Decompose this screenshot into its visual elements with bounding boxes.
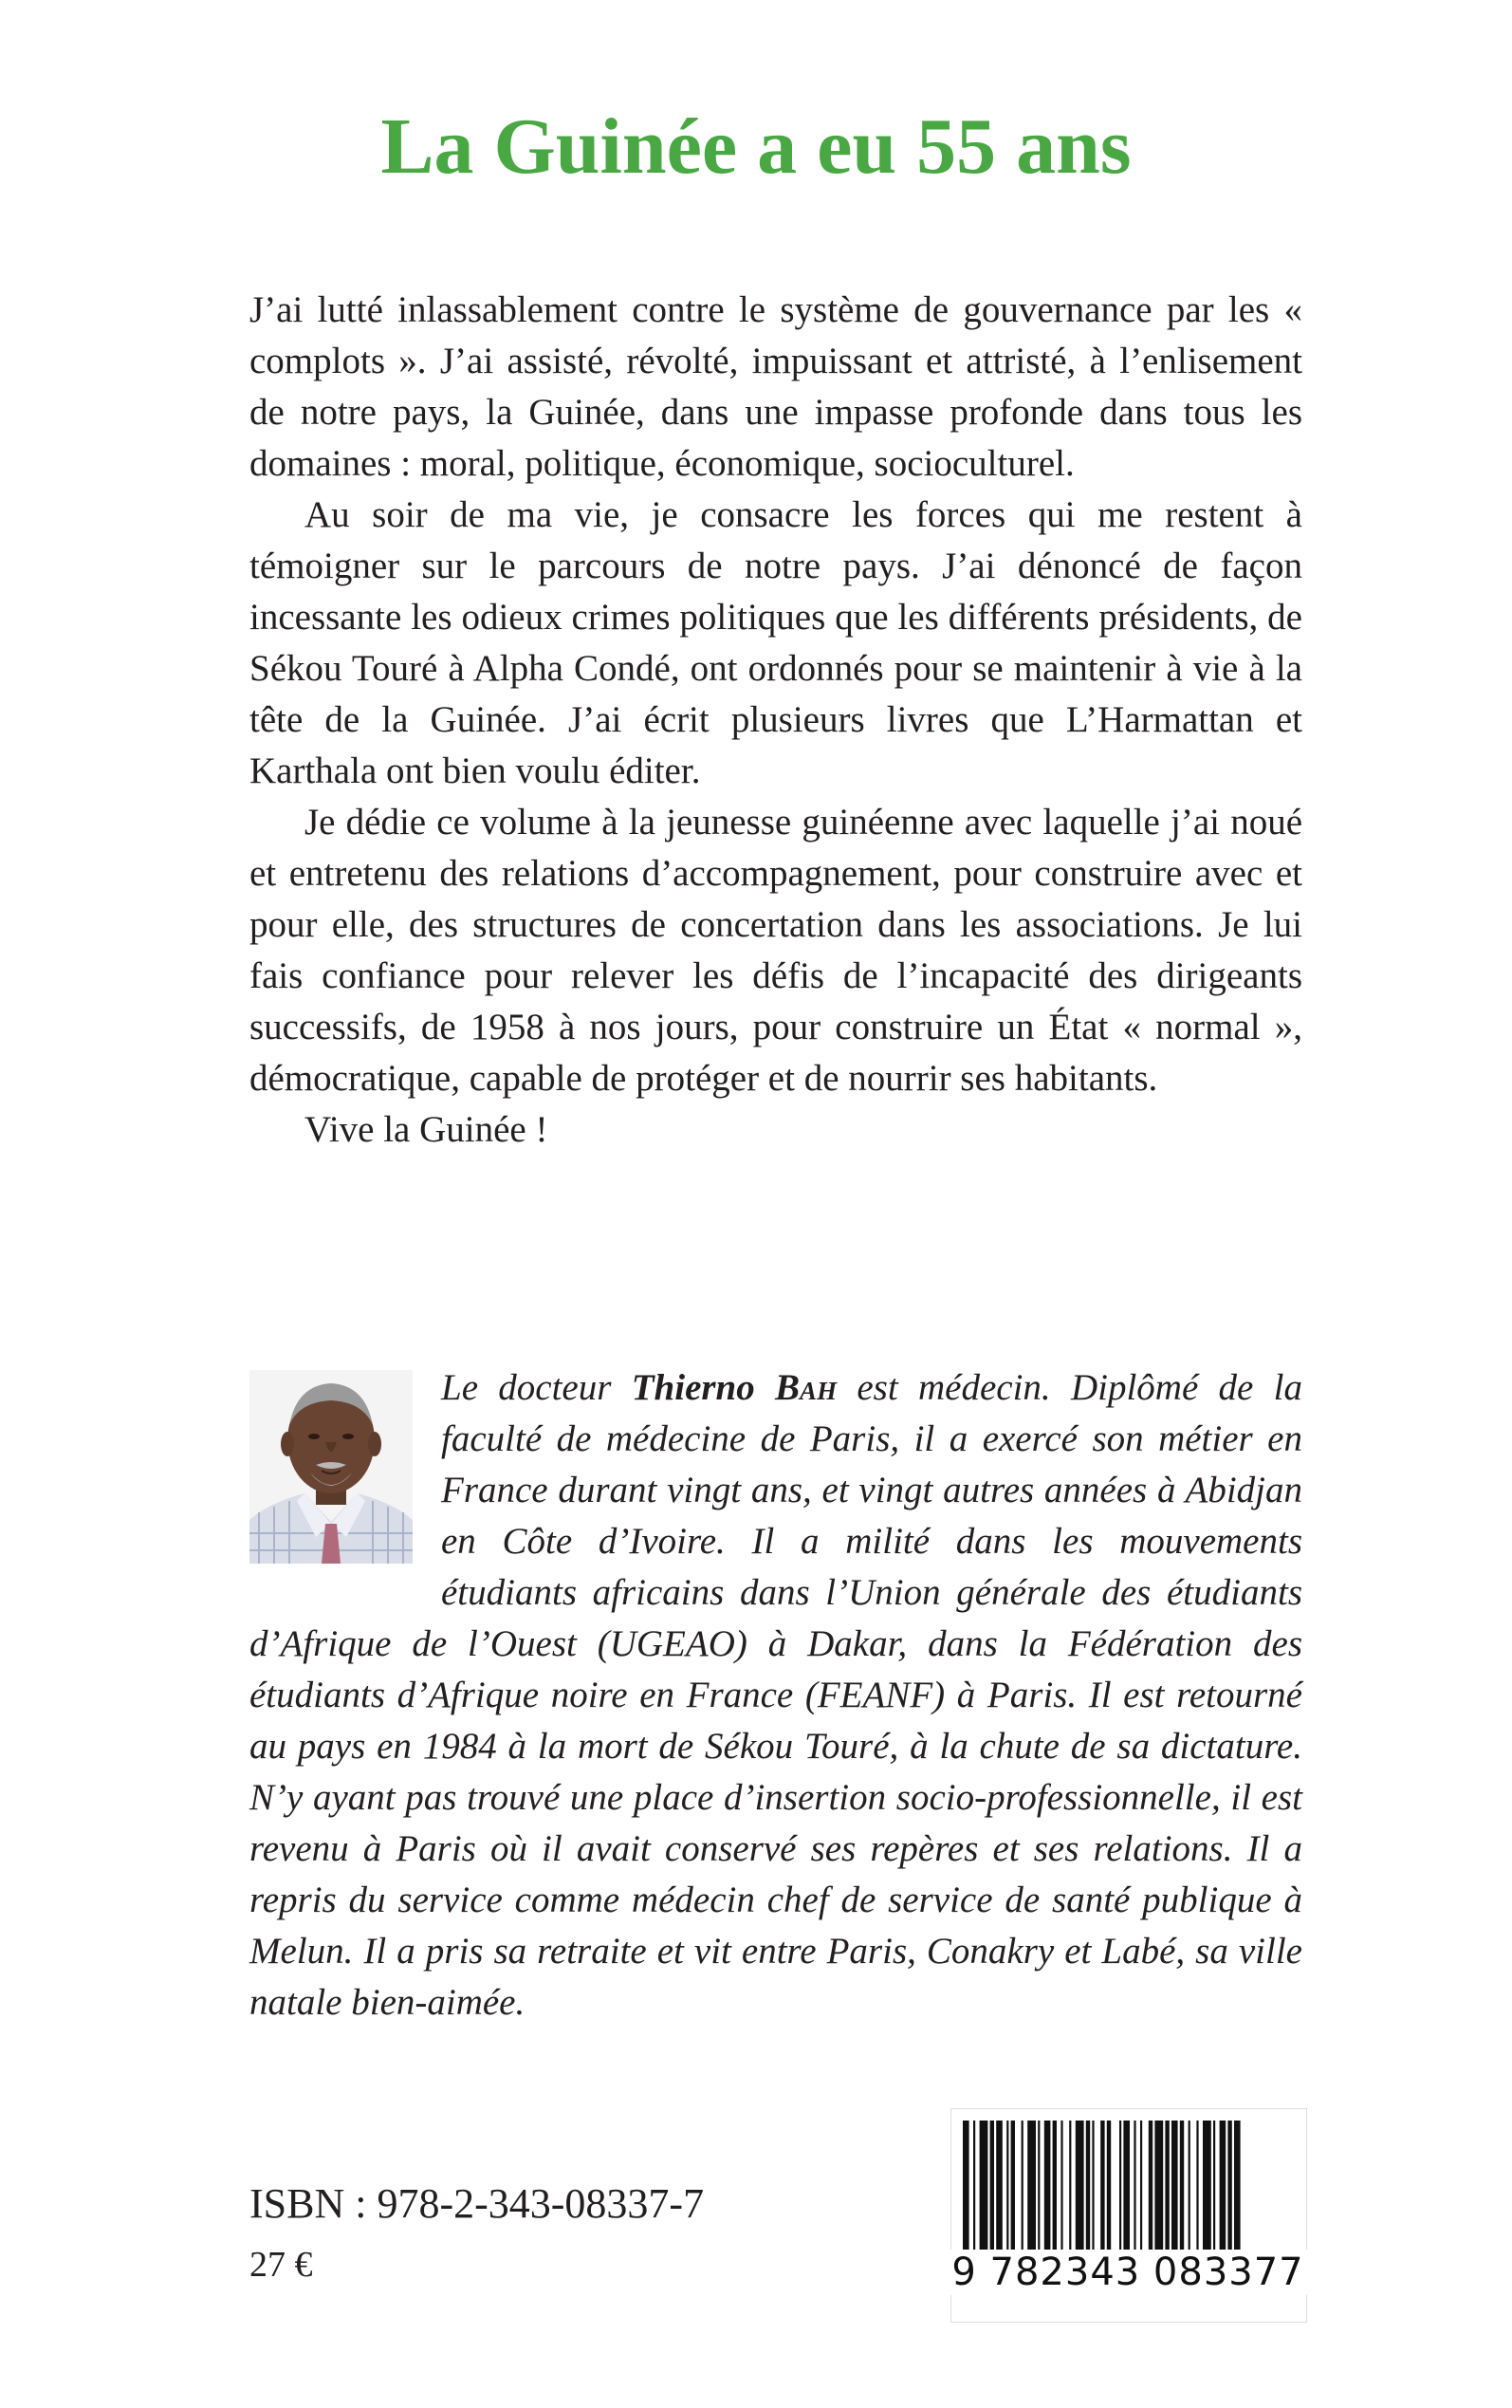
- author-photo: [249, 1370, 413, 1564]
- book-title: La Guinée a eu 55 ans: [380, 102, 1132, 191]
- blurb-paragraph-1: J’ai lutté inlassablement contre le système de gouvernance par les « complots ». J’ai assisté, révolté, impuissant et attristé, à l’enlisement de notre pays, la Guinée, dans une impasse profonde dans tous les domaines : moral, politique, économique, socioculturel.: [249, 289, 1302, 484]
- author-bio: [249, 1362, 1302, 2028]
- price: 27 €: [249, 2245, 313, 2285]
- bio-text: est médecin. Diplômé de la faculté de médecine de Paris, il a exercé son métier en France durant vingt ans, et vingt autres années à Abidjan en Côte d’Ivoire. Il a milité dans les mouvements étudiants africains dans l’Union générale des étudiants d’Afrique de l’Ouest (UGEAO) à Dakar, dans la Fédération des étudiants d’Afrique noire en France (FEANF) à Paris. Il est retourné au pays en 1984 à la mort de Sékou Touré, à la chute de sa dictature. N’y ayant pas trouvé une place d’insertion socio-professionnelle, il est revenu à Paris où il avait conservé ses repères et ses relations. Il a repris du service comme médecin chef de service de santé publique à Melun. Il a pris sa retraite et vit entre Paris, Conakry et Labé, sa ville natale bien-aimée.: [249, 1367, 1302, 2023]
- bio-intro: Le docteur: [441, 1367, 632, 1408]
- barcode-number: 9 782343 083377: [949, 2250, 1307, 2295]
- blurb-closing: Vive la Guinée !: [304, 1109, 548, 1150]
- blurb-paragraph-3: Je dédie ce volume à la jeunesse guinéenne avec laquelle j’ai noué et entretenu des relations d’accompagnement, pour construire avec et pour elle, des structures de concertation dans les associations. Je lui fais confiance pour relever les défis de l’incapacité des dirigeants successifs, de 1958 à nos jours, pour construire un État « normal », démocratique, capable de protéger et de nourrir ses habitants.: [249, 802, 1302, 1099]
- author-first-name: Thierno: [631, 1367, 755, 1408]
- blurb-paragraph-2: Au soir de ma vie, je consacre les forces qui me restent à témoigner sur le parcours de notre pays. J’ai dénoncé de façon incessante les odieux crimes politiques que les différents présidents, de Sékou Touré à Alpha Condé, ont ordonnés pour se maintenir à vie à la tête de la Guinée. J’ai écrit plusieurs livres que L’Harmattan et Karthala ont bien voulu éditer.: [249, 494, 1302, 791]
- isbn: ISBN : 978-2-343-08337-7: [249, 2180, 705, 2227]
- author-last-name: Bah: [775, 1367, 838, 1408]
- back-cover-blurb: [249, 285, 1302, 1156]
